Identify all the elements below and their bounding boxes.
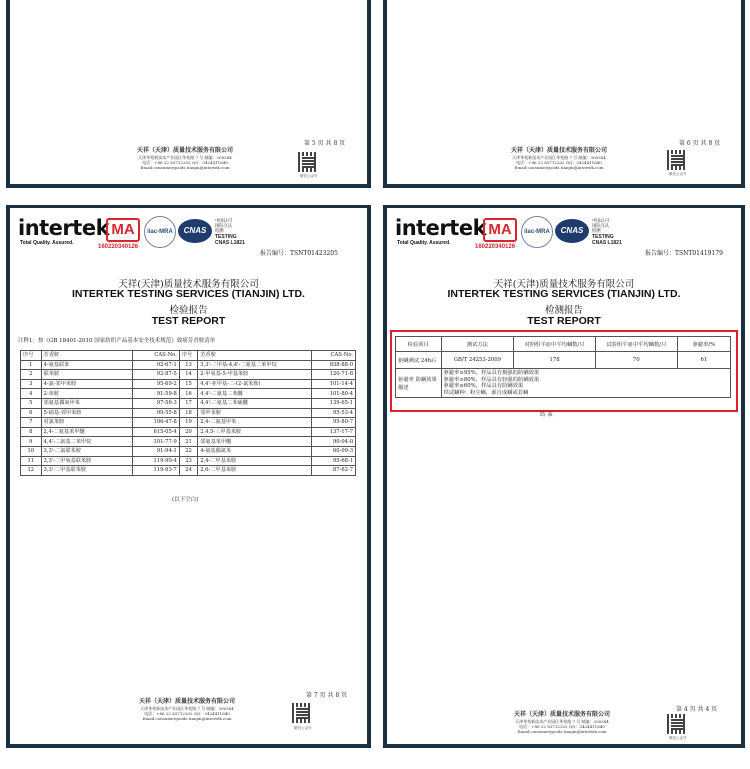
table-cell: 2-甲氧基-5-甲基苯胺 xyxy=(198,370,311,380)
table-cell: 邻氨基偶氮甲苯 xyxy=(41,398,133,408)
footer-address: 天津华苑新技术产业园区华苑路 7 号 邮编：300384 xyxy=(140,706,234,711)
table-cell: 6 xyxy=(21,408,42,418)
footer-email: Email:consumergoods.tianjin@intertek.com xyxy=(140,165,230,170)
logo-tagline: Total Quality. Assured. xyxy=(397,240,451,246)
ma-mark-icon: MA xyxy=(483,218,517,242)
table-cell: 9 xyxy=(21,437,42,447)
table-cell: 5-硝基-邻甲苯胺 xyxy=(41,408,133,418)
report-number: 报告编号：TSNT01419179 xyxy=(645,250,723,257)
table-note: 注释1：按《GB 18401-2010 国家纺织产品基本安全技术规范》致癌芳香胺清单 xyxy=(18,338,216,344)
table-cell: 4,4'-亚甲基-二-(2-氯苯胺) xyxy=(198,379,311,389)
table-cell: 4 xyxy=(21,389,42,399)
table-cell: 3 xyxy=(21,379,42,389)
blank-note: (以下空白) xyxy=(172,497,199,503)
table-cell: 95-80-7 xyxy=(311,418,355,428)
page-footer xyxy=(494,147,624,170)
table-cell: 邻氨基苯甲醚 xyxy=(198,437,311,447)
footer-email: Email:consumergoods.tianjin@intertek.com xyxy=(517,729,607,734)
table-row xyxy=(21,379,356,389)
table-cell: 24 xyxy=(179,466,197,476)
ilac-mra-icon: ilac-MRA xyxy=(521,216,553,248)
table-cell: 12 xyxy=(21,466,42,476)
table-cell: 87-62-7 xyxy=(311,466,355,476)
bottom-left-panel xyxy=(6,205,371,748)
table-cell: 2,4,5-三甲基苯胺 xyxy=(198,427,311,437)
footer-address: 天津华苑新技术产业园区华苑路 7 号 邮编：300384 xyxy=(138,155,232,160)
table-cell: 91-94-1 xyxy=(133,446,179,456)
qr-code-icon xyxy=(667,150,687,170)
footer-phone: 电话：+86 22 83712202 QQ：3424411640 xyxy=(142,160,228,165)
table-row xyxy=(21,408,356,418)
aromatic-amine-table xyxy=(20,350,356,476)
table-cell: 对氯苯胺 xyxy=(41,418,133,428)
page-footer xyxy=(122,698,252,721)
qr-caption: 微信公众号 xyxy=(300,174,318,178)
company-title-cn: 天祥(天津)质量技术服务有限公司 xyxy=(493,279,635,290)
table-cell: 92-87-5 xyxy=(133,370,179,380)
table-cell: 101-77-9 xyxy=(133,437,179,447)
table-cell: 14 xyxy=(179,370,197,380)
table-cell: 4,4'-二氨基二苯硫醚 xyxy=(198,398,311,408)
table-cell: 101-14-4 xyxy=(311,379,355,389)
table-row xyxy=(21,427,356,437)
table-row xyxy=(21,418,356,428)
report-page xyxy=(10,208,367,744)
page-number: 第 6 页 共 8 页 xyxy=(679,140,721,147)
table-cell: 106-47-8 xyxy=(133,418,179,428)
table-cell: 615-05-4 xyxy=(133,427,179,437)
mite-test-table xyxy=(395,336,731,398)
table-cell: 16 xyxy=(179,389,197,399)
table-row: 驱螨测试 24h后 GB/T 24253-2009 178 70 61 xyxy=(396,352,731,369)
table-cell: 3,3'-二甲基-4,4'-二氨基二苯甲烷 xyxy=(198,360,311,370)
table-cell: 联苯胺 xyxy=(41,370,133,380)
table-cell: 3,3'-二甲基联苯胺 xyxy=(41,466,133,476)
bottom-right-panel xyxy=(383,205,745,748)
table-cell: 7 xyxy=(21,418,42,428)
top-right-panel xyxy=(383,0,745,188)
logo-tagline: Total Quality. Assured. xyxy=(20,240,74,246)
table-cell: 19 xyxy=(179,418,197,428)
table-cell: 4,4'-二氨基二苯甲烷 xyxy=(41,437,133,447)
table-row: 驱避率 防螨效果描述 驱避率≥95%，样品具有极强的防螨效果 驱避率≥80%，样品具有较强的防螨效果 驱避率≥60%，样品具有防螨效果 供试螨种：粉尘螨，源自成螨或若螨 xyxy=(396,369,731,398)
table-cell: 91-59-8 xyxy=(133,389,179,399)
table-row xyxy=(21,370,356,380)
table-cell: 2,4-二氨基甲苯 xyxy=(198,418,311,428)
table-cell: 20 xyxy=(179,427,197,437)
table-cell: 2,6-二甲基苯胺 xyxy=(198,466,311,476)
table-cell: 838-88-0 xyxy=(311,360,355,370)
table-cell: 4,4'-二氨基二苯醚 xyxy=(198,389,311,399)
table-cell: 95-53-4 xyxy=(311,408,355,418)
qr-code-icon xyxy=(298,152,318,172)
page-footer xyxy=(120,147,250,170)
table-cell: 4-氯-邻甲苯胺 xyxy=(41,379,133,389)
table-cell: 邻甲苯胺 xyxy=(198,408,311,418)
footer-email: Email:consumergoods.tianjin@intertek.com xyxy=(514,165,604,170)
report-subtitle-cn: 检测报告 xyxy=(544,305,583,316)
company-title-en: INTERTEK TESTING SERVICES (TIANJIN) LTD. xyxy=(72,288,305,300)
end-note: 结 束 xyxy=(540,412,553,418)
table-cell: 2-萘胺 xyxy=(41,389,133,399)
table-row xyxy=(21,398,356,408)
table-cell: 21 xyxy=(179,437,197,447)
report-subtitle-cn: 检验报告 xyxy=(169,305,208,316)
table-header-row: 序号 芳香胺 CAS-No. 序号 芳香胺 CAS-No. xyxy=(21,351,356,361)
page-footer xyxy=(497,711,627,734)
qr-caption: 微信公众号 xyxy=(669,736,687,740)
ma-code: 160220340126 xyxy=(475,244,516,250)
table-cell: 10 xyxy=(21,446,42,456)
table-row xyxy=(21,360,356,370)
table-cell: 137-17-7 xyxy=(311,427,355,437)
report-page xyxy=(10,0,367,184)
page-number: 第 7 页 共 8 页 xyxy=(306,692,348,699)
table-cell: 8 xyxy=(21,427,42,437)
intertek-logo: intertek xyxy=(18,216,110,240)
table-cell: 120-71-8 xyxy=(311,370,355,380)
table-cell: 119-93-7 xyxy=(133,466,179,476)
qr-code-icon xyxy=(292,703,312,723)
table-cell: 2 xyxy=(21,370,42,380)
report-page xyxy=(387,208,741,744)
table-cell: 17 xyxy=(179,398,197,408)
page-number: 第 4 页 共 4 页 xyxy=(676,706,718,713)
table-cell: 18 xyxy=(179,408,197,418)
table-cell: 3,3'-二甲氧基联苯胺 xyxy=(41,456,133,466)
cnas-info: 中国认可 国际互认 检测 TESTING CNAS L1821 xyxy=(215,218,245,246)
table-cell: 3,3'-二氯联苯胺 xyxy=(41,446,133,456)
report-subtitle-en: TEST REPORT xyxy=(151,315,226,327)
company-title-cn: 天祥(天津)质量技术服务有限公司 xyxy=(118,279,259,290)
page-number: 第 5 页 共 8 页 xyxy=(304,140,346,147)
ilac-mra-icon: ilac-MRA xyxy=(144,216,176,248)
table-cell: 2,4-二甲基苯胺 xyxy=(198,456,311,466)
footer-phone: 电话：+86 22 83712202 QQ：3424411640 xyxy=(519,724,605,729)
footer-phone: 电话：+86 22 83712202 QQ：3424411640 xyxy=(144,711,230,716)
table-cell: 99-55-8 xyxy=(133,408,179,418)
company-title-en: INTERTEK TESTING SERVICES (TIANJIN) LTD. xyxy=(447,288,681,300)
table-cell: 119-90-4 xyxy=(133,456,179,466)
cnas-info: 中国认可 国际互认 检测 TESTING CNAS L1821 xyxy=(592,218,622,246)
footer-phone: 电话：+86 22 83712202 QQ：3424411640 xyxy=(516,160,602,165)
cnas-icon: CNAS xyxy=(555,219,589,243)
table-cell: 2,4-二氨基苯甲醚 xyxy=(41,427,133,437)
table-row xyxy=(21,389,356,399)
table-cell: 4-氨基偶氮苯 xyxy=(198,446,311,456)
table-cell: 13 xyxy=(179,360,197,370)
footer-company: 天祥（天津）质量技术服务有限公司 xyxy=(513,711,610,718)
table-row xyxy=(21,466,356,476)
table-row xyxy=(21,446,356,456)
table-cell: 11 xyxy=(21,456,42,466)
ma-code: 160220340126 xyxy=(98,244,139,250)
report-subtitle-en: TEST REPORT xyxy=(527,315,601,327)
footer-company: 天祥（天津）质量技术服务有限公司 xyxy=(136,147,233,154)
table-cell: 1 xyxy=(21,360,42,370)
table-row xyxy=(21,437,356,447)
ma-mark-icon: MA xyxy=(106,218,140,242)
table-cell: 60-09-3 xyxy=(311,446,355,456)
table-cell: 90-04-0 xyxy=(311,437,355,447)
table-cell: 139-65-1 xyxy=(311,398,355,408)
footer-company: 天祥（天津）质量技术服务有限公司 xyxy=(138,698,235,705)
table-cell: 101-80-4 xyxy=(311,389,355,399)
table-cell: 97-56-3 xyxy=(133,398,179,408)
qr-caption: 微信公众号 xyxy=(669,172,687,176)
footer-address: 天津华苑新技术产业园区华苑路 7 号 邮编：300384 xyxy=(512,155,606,160)
table-cell: 15 xyxy=(179,379,197,389)
footer-email: Email:consumergoods.tianjin@intertek.com xyxy=(142,716,232,721)
table-row xyxy=(21,456,356,466)
footer-company: 天祥（天津）质量技术服务有限公司 xyxy=(510,147,607,154)
table-cell: 95-69-2 xyxy=(133,379,179,389)
intertek-logo: intertek xyxy=(395,216,487,240)
table-header-row: 检验项目 测试方法 对照组平皿中平均螨数/只 试验组平皿中平均螨数/只 驱避率/% xyxy=(396,337,731,352)
table-cell: 23 xyxy=(179,456,197,466)
report-page xyxy=(387,0,741,184)
table-cell: 92-67-1 xyxy=(133,360,179,370)
top-left-panel xyxy=(6,0,371,188)
qr-code-icon xyxy=(667,714,687,734)
footer-address: 天津华苑新技术产业园区华苑路 7 号 邮编：300384 xyxy=(515,719,609,724)
cnas-icon: CNAS xyxy=(178,219,212,243)
qr-caption: 微信公众号 xyxy=(294,726,312,730)
table-cell: 22 xyxy=(179,446,197,456)
table-cell: 4-氨基联苯 xyxy=(41,360,133,370)
table-cell: 5 xyxy=(21,398,42,408)
table-cell: 95-68-1 xyxy=(311,456,355,466)
report-number: 报告编号：TSNT01423205 xyxy=(260,250,338,257)
